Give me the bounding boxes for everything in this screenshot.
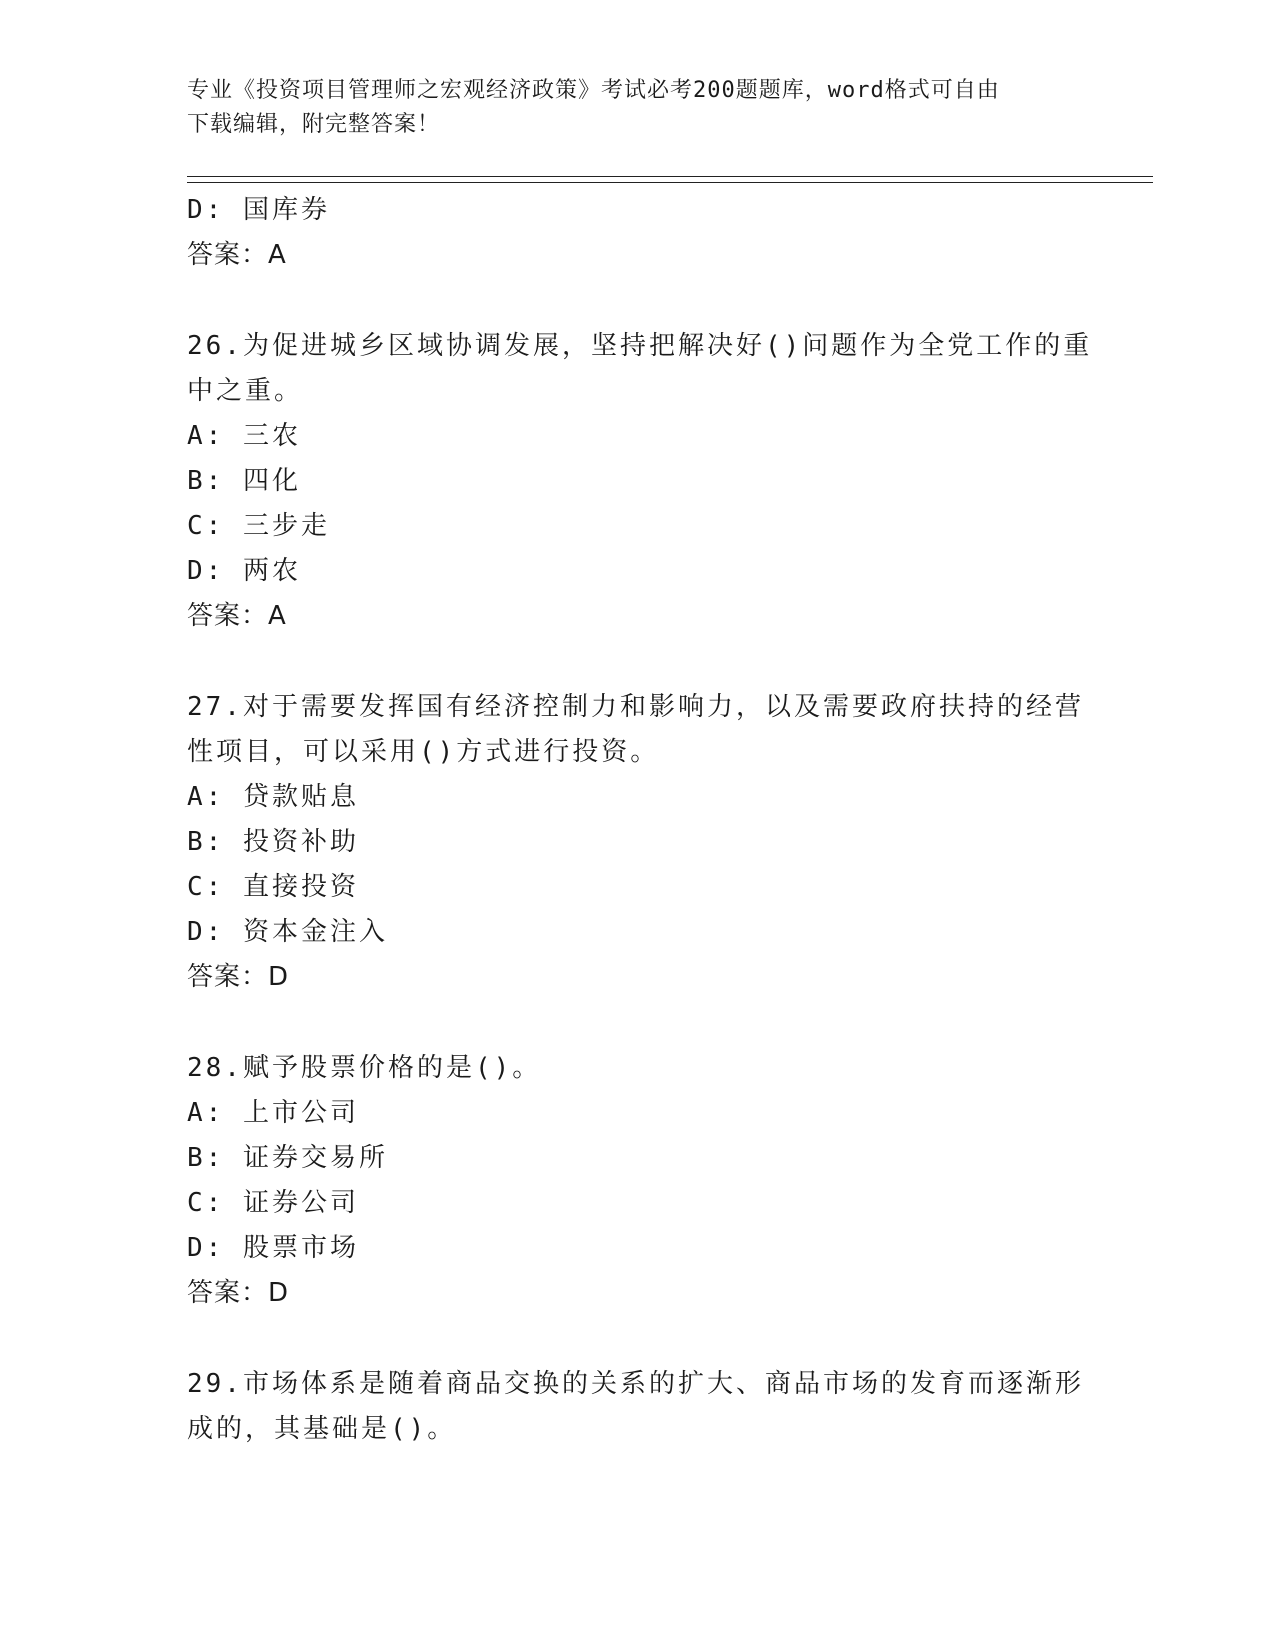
option-c: C: 证券公司 xyxy=(187,1188,359,1218)
option-b: B: 证券交易所 xyxy=(187,1143,388,1173)
question-text-line-2: 性项目，可以采用()方式进行投资。 xyxy=(187,737,660,767)
question-text-line-2: 成的，其基础是()。 xyxy=(187,1414,457,1444)
header-rule-top xyxy=(187,176,1153,177)
option-d: D: 股票市场 xyxy=(187,1233,359,1263)
option-c: C: 直接投资 xyxy=(187,872,359,902)
option-b: B: 投资补助 xyxy=(187,827,359,857)
document-body xyxy=(187,188,1093,1452)
answer: 答案：A xyxy=(187,240,287,270)
question-27 xyxy=(187,685,1087,1000)
question-26 xyxy=(187,324,1093,639)
question-29 xyxy=(187,1362,1087,1452)
answer: 答案：D xyxy=(187,1278,290,1308)
option-a: A: 三农 xyxy=(187,421,301,451)
question-text-line-1: 29.市场体系是随着商品交换的关系的扩大、商品市场的发育而逐渐形 xyxy=(187,1369,1084,1399)
header-line-1: 专业《投资项目管理师之宏观经济政策》考试必考200题题库，word格式可自由 xyxy=(187,78,1000,103)
question-text-line-1: 26.为促进城乡区域协调发展，坚持把解决好()问题作为全党工作的重 xyxy=(187,331,1093,361)
option-c: C: 三步走 xyxy=(187,511,330,541)
option-d: D: 国库券 xyxy=(187,195,330,225)
document-header xyxy=(187,74,1087,142)
option-b: B: 四化 xyxy=(187,466,301,496)
option-a: A: 上市公司 xyxy=(187,1098,359,1128)
question-text-line-2: 中之重。 xyxy=(187,376,304,406)
question-28 xyxy=(187,1046,1087,1316)
prev-question xyxy=(187,188,1087,278)
header-line-2: 下载编辑，附完整答案！ xyxy=(187,112,441,137)
option-d: D: 两农 xyxy=(187,556,301,586)
question-text-line-1: 28.赋予股票价格的是()。 xyxy=(187,1053,542,1083)
answer: 答案：D xyxy=(187,962,290,992)
answer: 答案：A xyxy=(187,601,287,631)
option-d: D: 资本金注入 xyxy=(187,917,388,947)
option-a: A: 贷款贴息 xyxy=(187,782,359,812)
question-text-line-1: 27.对于需要发挥国有经济控制力和影响力，以及需要政府扶持的经营 xyxy=(187,692,1084,722)
header-rule-bottom xyxy=(187,182,1153,183)
